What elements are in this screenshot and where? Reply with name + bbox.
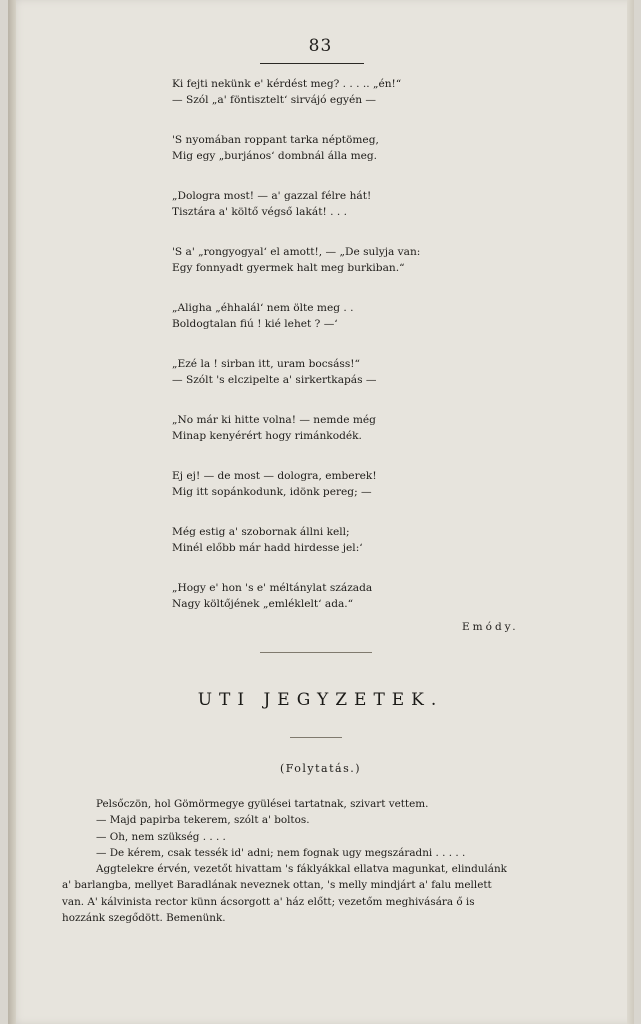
article-subtitle: (Folytatás.): [279, 762, 362, 775]
poem-line: 'S a' „rongyogyal‘ el amott!, — „De sulyja van:: [172, 246, 421, 258]
page-number: 83: [308, 36, 333, 56]
article-line: — De kérem, csak tessék id' adni; nem fognak ugy megszáradni . . . . .: [96, 846, 466, 859]
poem-stanza: [172, 468, 512, 500]
page-binding-edge: [8, 0, 16, 1024]
article-title: UTI JEGYZETEK.: [197, 690, 444, 710]
poem-line: Minap kenyérért hogy rimánkodék.: [172, 430, 362, 442]
poem-line: „Hogy e' hon 's e' méltánylat százada: [172, 582, 373, 594]
poem-stanza: [172, 244, 512, 276]
article-line: hozzánk szegődött. Bemenünk.: [62, 912, 226, 925]
poem-line: Egy fonnyadt gyermek halt meg burkiban.“: [172, 262, 405, 274]
poem-line: Mig egy „burjános‘ dombnál álla meg.: [172, 150, 378, 162]
article-line: van. A' kálvinista rector künn ácsorgott a' ház előtt; vezetőm meghivására ő is: [62, 895, 475, 908]
poem-author: Emódy.: [462, 621, 519, 633]
poem-line: Ki fejti nekünk e' kérdést meg? . . . .. „én!“: [172, 78, 402, 90]
poem-line: Tisztára a' költő végső lakát! . . .: [172, 206, 347, 218]
poem-line: Ej ej! — de most — dologra, emberek!: [172, 470, 377, 482]
poem-line: 'S nyomában roppant tarka néptömeg,: [172, 134, 379, 146]
poem-line: — Szól „a' föntisztelt‘ sirvájó egyén —: [172, 94, 377, 106]
poem-stanza: [172, 356, 512, 388]
article-body: [62, 796, 562, 926]
poem-stanza: [172, 300, 512, 332]
article-line: Pelsőczön, hol Gömörmegye gyülései tartatnak, szivart vettem.: [96, 798, 429, 810]
poem-stanza: [172, 132, 512, 164]
article-line: — Majd papirba tekerem, szólt a' boltos.: [96, 814, 310, 827]
poem-line: „Dologra most! — a' gazzal félre hát!: [172, 190, 372, 202]
title-divider: [290, 737, 342, 738]
article-line: Aggtelekre érvén, vezetőt hivattam 's fáklyákkal ellatva magunkat, elindulánk: [96, 863, 507, 876]
page-right-edge: [627, 0, 634, 1024]
poem-line: „Ezé la ! sirban itt, uram bocsáss!“: [172, 358, 360, 370]
poem-stanza: [172, 580, 512, 612]
poem: [172, 76, 512, 636]
section-divider: [260, 652, 372, 653]
poem-line: „Aligha „éhhalál‘ nem ölte meg . .: [172, 302, 354, 314]
poem-line: Nagy költőjének „emléklelt‘ ada.“: [172, 598, 354, 610]
article-line: a' barlangba, mellyet Baradlának neveznek ottan, 's melly mindjárt a' falu mellett: [62, 879, 492, 892]
poem-line: Minél előbb már hadd hirdesse jel:‘: [172, 542, 363, 554]
poem-stanza: [172, 524, 512, 556]
header-rule: [260, 63, 364, 64]
poem-stanza: [172, 412, 512, 444]
poem-line: — Szólt 's elczipelte a' sirkertkapás —: [172, 374, 377, 386]
poem-line: Még estig a' szobornak állni kell;: [172, 526, 350, 538]
poem-line: „No már ki hitte volna! — nemde még: [172, 414, 376, 426]
poem-line: Boldogtalan fiú ! kié lehet ? —‘: [172, 318, 338, 330]
poem-line: Mig itt sopánkodunk, idönk pereg; —: [172, 486, 372, 498]
poem-stanza: [172, 188, 512, 220]
poem-stanza: [172, 76, 512, 108]
article-line: — Oh, nem szükség . . . .: [96, 830, 226, 843]
